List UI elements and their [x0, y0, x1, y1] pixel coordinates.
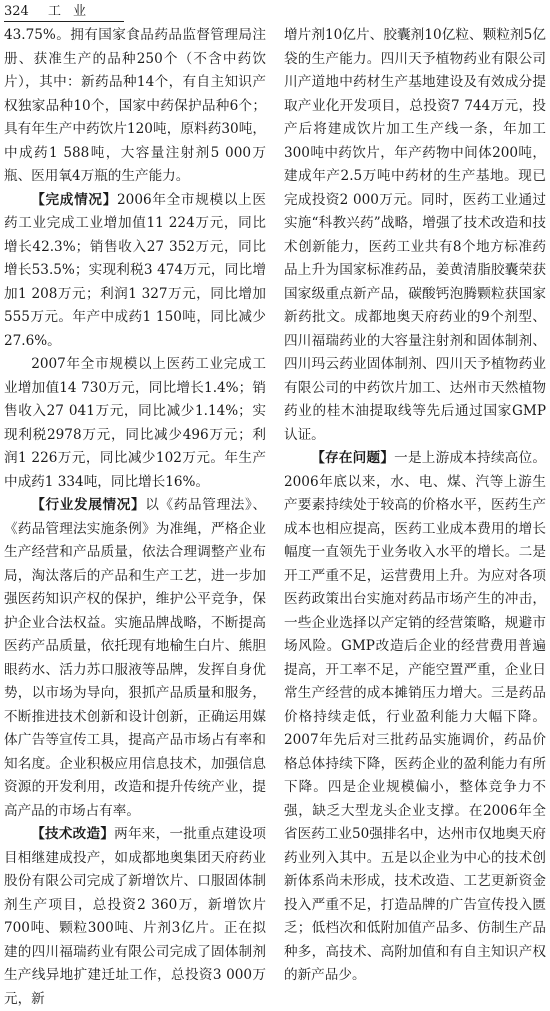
header-rule: [4, 21, 124, 22]
section-tag: 【 行业发展情况 】: [31, 497, 145, 513]
section-tag: 【 完成情况 】: [31, 192, 117, 208]
paragraph-text: 一是上游成本持续高位。2006年底以来，水、电、煤、汽等上游生产要素持续处于较高的价格水平，医药生产成本也相应提高，医药工业成本费用的增长幅度一直领先于业务收入水平的增长。二是开工严重不足，运营费用上升。为应对各项医药政策出台实施对药品市场产生的冲击，一些企业选择以产定销的经营策略，规避市场风险。GMP改造后企业的经营费用普遍提高，开工率不足，产能空置严重，企业日常生产经营的成本摊销压力增大。三是药品价格持续走低，行业盈利能力大幅下降。2007年先后对三批药品实施调价，药品价格总体持续下降，医药企业的盈利能力有所下降。四是企业规模偏小，整体竞争力不强，缺乏大型龙头企业支撑。在2006年全省医药工业50强排名中，达州市仅地奥天府药业列入其中。五是以企业为中心的技术创新体系尚未形成，技术改造、工艺更新资金投入严重不足，打造品牌的广告宣传投入匮乏；低档次和低附加值产品多、仿制生产品种多，高技术、高附加值和有自主知识产权的新产品少。: [284, 450, 547, 983]
paragraph: 43.75%。拥有国家食品药品监督管理局注册、获准生产的品种250个（不含中药饮片），其中：新药品种14个，有自主知识产权独家品种10个，国家中药保护品种6个；具有年生产中药饮片120吨，原料药30吨，中成药1 588吨，大容量注射剂5 000万瓶、医用氧4万瓶的生产能力。: [4, 27, 266, 184]
paragraph-text: 2006年全市规模以上医药工业完成工业增加值11 224万元，同比增长42.3%；销售收入27 352万元，同比增长53.5%；实现利税3 474万元，同比增加1 208万元；利润1 327万元，同比增加555万元。年产中成药1 150吨，同比减少27.6%。: [4, 191, 267, 349]
paragraph: 增片剂10亿片、胶囊剂10亿粒、颗粒剂5亿袋的生产能力。四川天予植物药业有限公司川产道地中药材生产基地建设及有效成分提取产业化开发项目，总投资7 744万元，投产后将建成饮片加工生产线一条，年加工300吨中药饮片，年产药物中间体200吨，建成年产2.5万吨中药材的生产基地。现已完成投资2 000万元。同时，医药工业通过实施“科教兴药”战略，增强了技术改造和技术创新能力，医药工业共有8个地方标准药品上升为国家标准药品，姜黄清脂胶囊荣获国家级重点新产品，碳酸钙泡腾颗粒获国家新药批文。成都地奥天府药业的9个剂型、四川福瑞药业的大容量注射剂和固体制剂、四川玛云药业固体制剂、四川天予植物药业有限公司的中药饮片加工、达州市天然植物药业的桂木油提取线等先后通过国家GMP认证。: [284, 27, 546, 443]
paragraph: [4, 189, 266, 354]
left-column: [4, 24, 267, 1007]
paragraph: [4, 823, 266, 1011]
section-tag: 【 存在问题 】: [311, 450, 394, 466]
paragraph: 2007年全市规模以上医药工业完成工业增加值14 730万元，同比增长1.4%；销售收入27 041万元，同比减少1.14%；实现利税2978万元，同比减少496万元；利润1 226万元，同比减少102万元。年生产中成药1 334吨，同比增长16%。: [4, 356, 266, 490]
paragraph-text: 两年来，一批重点建设项目相继建成投产，如成都地奥集团天府药业股份有限公司完成了新增饮片、口服固体制剂生产项目，总投资2 360万，新增饮片700吨、颗粒300吨、片剂3亿片。正在拟建的四川福瑞药业有限公司完成了固体制剂生产线异地扩建迁址工作，总投资3 000万元，新: [4, 826, 267, 1007]
section-title: 工业: [48, 4, 99, 19]
page-number: 324: [4, 4, 29, 19]
section-tag: 【 技术改造 】: [31, 826, 114, 842]
right-column: [284, 24, 547, 983]
paragraph-text: 以《药品管理法》、《药品管理法实施条例》为准绳，严格企业生产经营和产品质量，依法合理调整产业布局，淘汰落后的产品和生产工艺，进一步加强医药知识产权的保护，维护公平竞争，保护企业合法权益。实施品牌战略，不断提高医药产品质量，依托现有地榆生白片、熊胆眼药水、活力苏口服液等品牌，发挥自身优势，以市场为导向，狠抓产品质量和服务，不断推进技术创新和设计创新，正确运用媒体广告等宣传工具，提高产品市场占有率和知名度。企业积极应用信息技术，加强信息资源的开发利用，改造和提升传统产业，提高产品的市场占有率。: [4, 497, 267, 819]
paragraph: [4, 494, 266, 823]
running-header: [4, 2, 124, 22]
paragraph: [284, 447, 546, 988]
